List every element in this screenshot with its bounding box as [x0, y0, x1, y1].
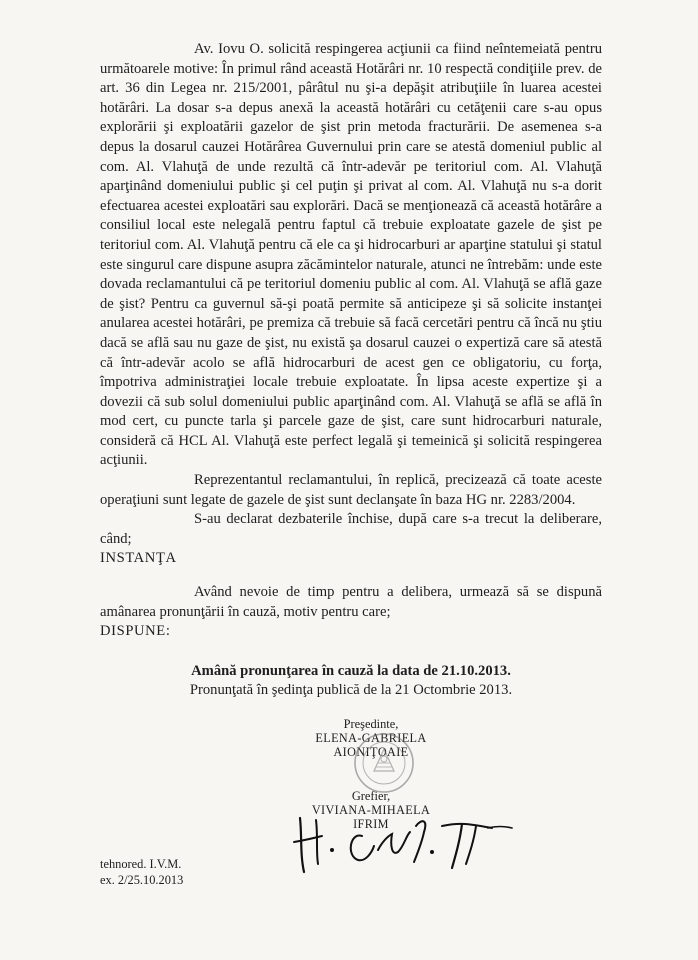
footer-typist: tehnored. I.V.M.	[100, 857, 182, 871]
clerk-name-last: IFRIM	[353, 817, 389, 831]
heading-dispune: DISPUNE:	[100, 623, 171, 640]
president-title: Preşedinte,	[343, 717, 399, 731]
court-seal-icon	[352, 731, 416, 795]
paragraph-deliberation: Având nevoie de timp pentru a delibera, urmează să se dispună amânarea pronunţării în cauză, motiv pentru care;	[100, 584, 602, 620]
decision-line-pronounced: Pronunţată în şedinţa publică de la 21 Octombrie 2013.	[189, 682, 513, 699]
heading-instanta: INSTANŢA	[100, 550, 177, 567]
footer-typing-info	[100, 856, 183, 888]
paragraph-defense-arguments: Av. Iovu O. solicită respingerea acţiunii ca fiind neîntemeiată pentru următoarele motive: În primul rând această Hotărâri nr. 10 respectă condiţiile prev. de art. 36 din Legea nr. 215/2001, pârâtul nu şi-a depăşit atribuţiile în luarea acestei hotărâri. La dosar s-a depus anexă la această hotărâri cu cetăţenii care s-au opus explorării şi exploatării gazelor de şist prin metoda fracturării. De asemenea s-a depus la dosarul cauzei Hotărârea Guvernului prin care se atestă domeniul public al com. Al. Vlahuţă de unde rezultă că într-adevăr pe teritoriul com. Al. Vlahuţă aparţinând domeniului public şi cel puţin şi privat al com. Al. Vlahuţă nu s-a dorit efectuarea acestei exploatări sau explorări. Dacă se menţionează că această hotărâre a consiliul local este nelegală pentru faptul că trebuie exploatate gazele de şist pe teritoriul com. Al. Vlahuţă pentru că ele ca şi hidrocarburi ar aparţine statului şi statul este singurul care dispune asupra zăcămintelor naturale, atunci ne întrebăm: unde este dovada reclamantului că pe teritoriul domeniu public al com. Al. Vlahuţă se află gaze de şist? Pentru ca guvernul să-şi poată permite să anticipeze şi să solicite instanţei anularea acestei hotărâri, pe premiza că trebuie să facă cercetări pentru că încă nu ştiu dacă se află sau nu gaze de şist, nu există şa dosarul cauzei o expertiză care să atestă că într-adevăr acolo se află hidrocarburi de acest gen ce obligatoriu, cu forţa, împotriva administraţiei locale trebuie exploatate. În lipsa aceste expertize şi a dovezii că sub solul domeniului public aparţinând com. Al. Vlahuţă se află se află în mod cert, cu puncte tarla şi parcele gaze de şist, care sunt hidrocarburi naturale, consideră că HCL Al. Vlahuţă este perfect legală şi temeinică şi solicită respingerea acţiunii.	[100, 41, 602, 469]
clerk-name-first: VIVIANA-MIHAELA	[311, 803, 431, 817]
footer-copies: ex. 2/25.10.2013	[100, 873, 184, 887]
paragraph-debates-closed: S-au declarat dezbaterile închise, după care s-a trecut la deliberare, când;	[100, 511, 602, 547]
decision-line-postpone: Amână pronunţarea în cauză la data de 21.10.2013.	[191, 662, 511, 679]
handwritten-signature-icon	[292, 806, 516, 876]
decision-block	[100, 662, 602, 701]
president-name-first: ELENA-GABRIELA	[315, 731, 427, 745]
president-name-last: AIONIŢOAIE	[333, 745, 409, 759]
paragraph-plaintiff-reply: Reprezentantul reclamantului, în replică, precizează că toate aceste operaţiuni sunt legate de gazele de şist sunt declanşate în baza HG nr. 2283/2004.	[100, 472, 602, 508]
document-body	[100, 40, 602, 642]
clerk-title: Grefier,	[351, 789, 391, 803]
